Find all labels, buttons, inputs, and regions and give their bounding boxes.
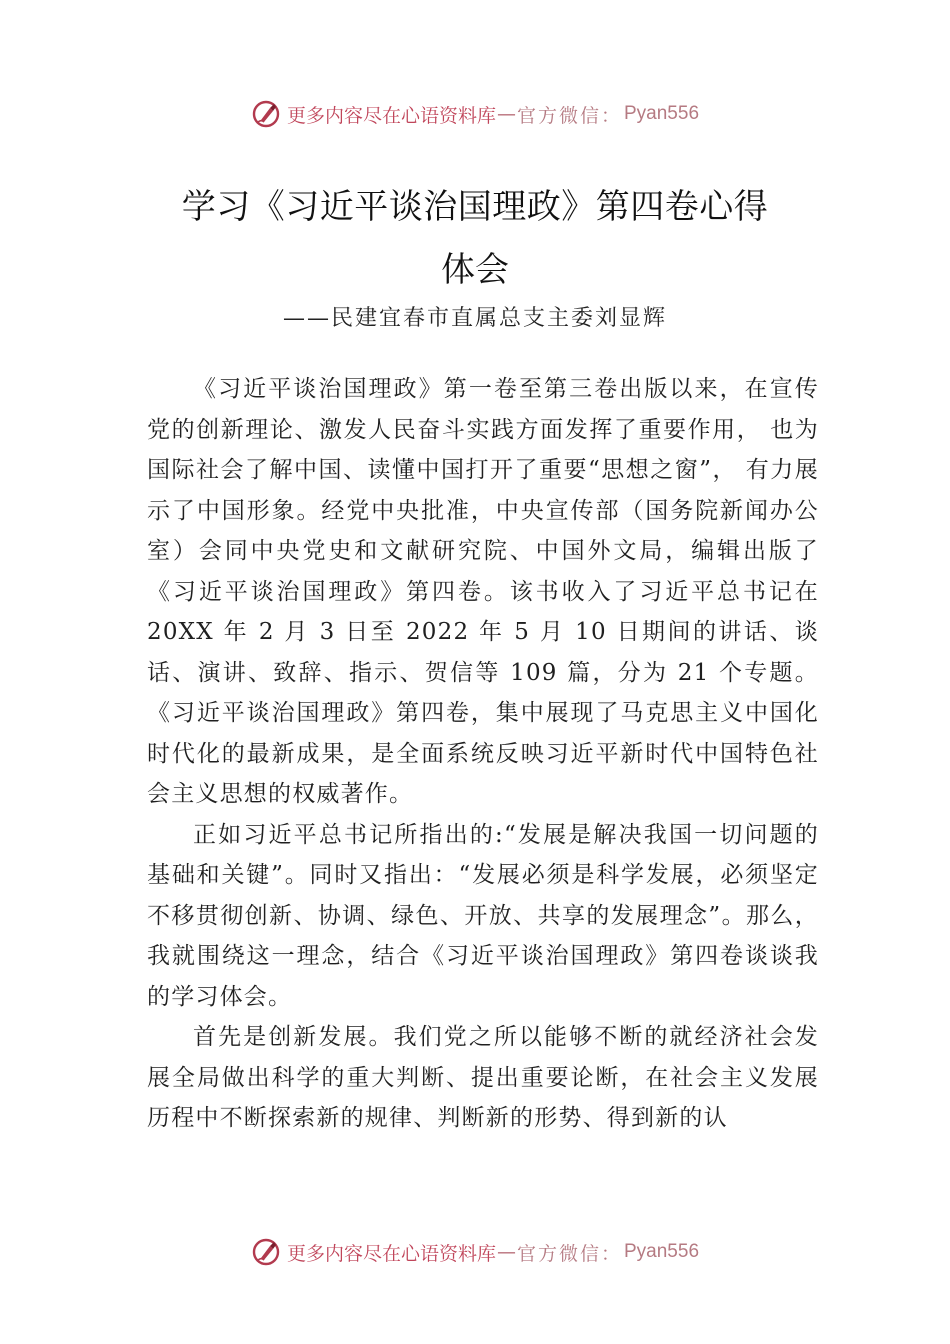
document-subtitle: ——民建宜春市直属总支主委刘显辉 [282,306,667,331]
pen-logo-icon [251,1237,281,1267]
body-paragraph: 正如习近平总书记所指出的:“发展是解决我国一切问题的基础和关键”。同时又指出：“发展必须是科学发展，必须坚定不移贯彻创新、协调、绿色、开放、共享的发展理念”。那么，我就围绕这一理念，结合《习近平谈治国理政》第四卷谈谈我的学习体会。 [147,821,819,1010]
banner-wechat-id: Pyan556 [624,1241,700,1262]
banner-dash: — [496,103,516,125]
banner-dash: — [496,1241,516,1263]
header-banner [0,94,950,134]
footer-banner [0,1232,950,1272]
document-title-line2: 体会 [441,250,509,290]
document-title-line1: 学习《习近平谈治国理政》第四卷心得 [181,187,769,227]
banner-library-text: 更多内容尽在心语资料库 [286,1242,496,1265]
banner-official-text: 官方微信： [516,1242,622,1265]
body-paragraph: 《习近平谈治国理政》第一卷至第三卷出版以来，在宣传党的创新理论、激发人民奋斗实践方面发挥了重要作用， 也为国际社会了解中国、读懂中国打开了重要“思想之窗”， 有力展示了中国形象。经党中央批准，中央宣传部（国务院新闻办公室）会同中央党史和文献研究院、中国外文局，编辑出版了《习近平谈治国理政》第四卷。该书收入了习近平总书记在 20XX 年 2 月 3 日至 2022 年 5 月 10 日期间的讲话、谈话、演讲、致辞、指示、贺信等 109 篇，分为 21 个专题。《习近平谈治国理政》第四卷，集中展现了马克思主义中国化时代化的最新成果，是全面系统反映习近平新时代中国特色社会主义思想的权威著作。 [147,376,819,807]
pen-logo-icon [251,99,281,129]
banner-official-text: 官方微信： [516,104,622,127]
banner-library-text: 更多内容尽在心语资料库 [286,104,496,127]
document-body [147,369,819,1139]
body-paragraph: 首先是创新发展。我们党之所以能够不断的就经济社会发展全局做出科学的重大判断、提出重要论断，在社会主义发展历程中不断探索新的规律、判断新的形势、得到新的认 [147,1024,819,1131]
banner-wechat-id: Pyan556 [624,103,700,124]
